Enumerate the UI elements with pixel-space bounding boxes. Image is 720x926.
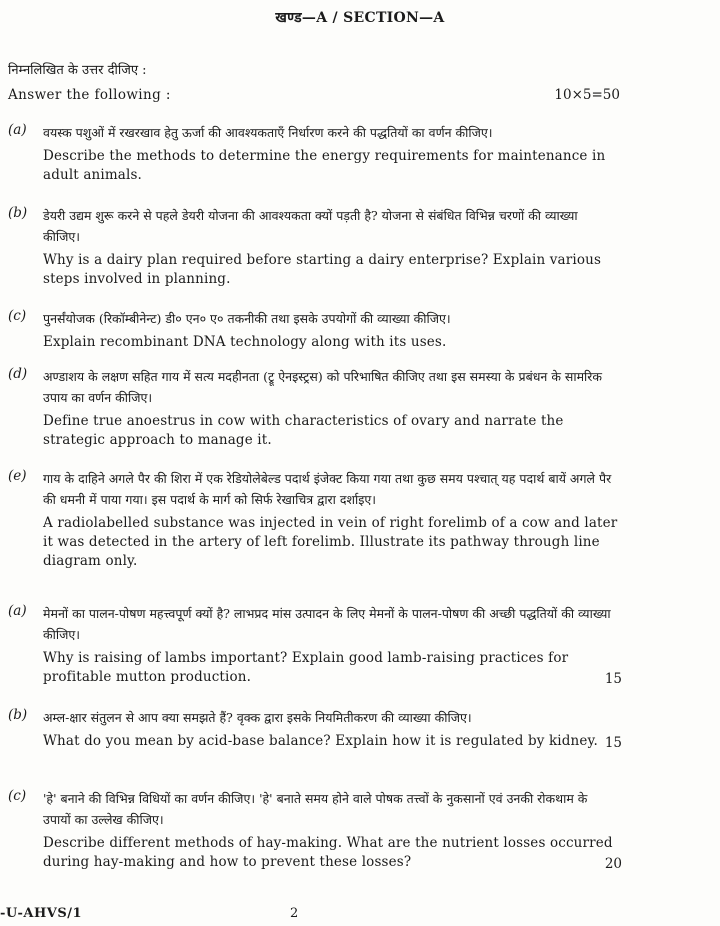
section-title: खण्ड—A / SECTION—A: [275, 10, 445, 26]
question-d: [8, 366, 618, 450]
question-text-english: Describe different methods of hay-making. What are the nutrient losses occurred during hay-making and how to prevent these losses?: [43, 835, 613, 870]
total-marks: 10×5=50: [554, 87, 620, 103]
question-text-english: Describe the methods to determine the energy requirements for maintenance in adult animals.: [43, 148, 606, 183]
question-text-english: Why is raising of lambs important? Explain good lamb-raising practices for profitable mutton production.: [43, 650, 569, 685]
question-b: [8, 205, 618, 289]
question-2c: [8, 788, 622, 872]
question-label: (c): [8, 308, 27, 324]
question-label: (e): [8, 468, 27, 484]
question-text-english: What do you mean by acid-base balance? Explain how it is regulated by kidney.: [43, 733, 598, 749]
question-label: (b): [8, 205, 28, 221]
question-text-english: A radiolabelled substance was injected in vein of right forelimb of a cow and later it was detected in the artery of left forelimb. Illustrate its pathway through line diagram only.: [43, 515, 618, 569]
question-text-hindi: पुनर्संयोजक (रिकॉम्बीनेन्ट) डी० एन० ए० तकनीकी तथा इसके उपयोगों की व्याख्या कीजिए।: [43, 311, 451, 326]
question-text-hindi: अण्डाशय के लक्षण सहित गाय में सत्य मदहीनता (ट्रू ऐनइस्ट्रस) को परिभाषित कीजिए तथा इस समस्या के प्रबंधन के सामरिक उपाय का वर्णन कीजिए।: [43, 369, 603, 405]
question-text-english: Explain recombinant DNA technology along with its uses.: [43, 334, 447, 350]
question-2b: [8, 707, 622, 751]
question-a: [8, 122, 618, 185]
question-text-hindi: 'हे' बनाने की विभिन्न विधियों का वर्णन कीजिए। 'हे' बनाते समय होने वाले पोषक तत्त्वों के नुकसानों एवं उनकी रोकथाम के उपायों का उल्लेख कीजिए।: [43, 791, 588, 827]
question-text-hindi: डेयरी उद्यम शुरू करने से पहले डेयरी योजना की आवश्यकता क्यों पड़ती है? योजना से संबंधित विभिन्न चरणों की व्याख्या कीजिए।: [43, 208, 578, 244]
question-text-hindi: अम्ल-क्षार संतुलन से आप क्या समझते हैं? वृक्क द्वारा इसके नियमितीकरण की व्याख्या कीजिए।: [43, 710, 472, 725]
question-label: (a): [8, 603, 27, 619]
question-text-hindi: मेमनों का पालन-पोषण महत्त्वपूर्ण क्यों है? लाभप्रद मांस उत्पादन के लिए मेमनों के पालन-पोषण की अच्छी पद्धतियों की व्याख्या कीजिए।: [43, 606, 611, 642]
question-text-english: Define true anoestrus in cow with characteristics of ovary and narrate the strategic approach to manage it.: [43, 413, 564, 448]
question-c: [8, 308, 618, 352]
question-text-hindi: वयस्क पशुओं में रखरखाव हेतु ऊर्जा की आवश्यकताएँ निर्धारण करने की पद्धतियों का वर्णन कीजिए।: [43, 125, 493, 140]
question-e: [8, 468, 618, 571]
question-label: (b): [8, 707, 28, 723]
instruction-english: Answer the following :: [8, 87, 171, 103]
question-label: (a): [8, 122, 27, 138]
question-text-hindi: गाय के दाहिने अगले पैर की शिरा में एक रेडियोलेबेल्ड पदार्थ इंजेक्ट किया गया तथा कुछ समय पश्चात् यह पदार्थ बायें अगले पैर की धमनी में पाया गया। इस पदार्थ के मार्ग को सिर्फ रेखाचित्र द्वारा दर्शाइए।: [43, 471, 612, 507]
question-marks: 20: [604, 856, 622, 872]
instruction-hindi: निम्नलिखित के उत्तर दीजिए :: [8, 63, 147, 78]
question-2a: [8, 603, 622, 687]
question-marks: 15: [604, 735, 622, 751]
question-text-english: Why is a dairy plan required before starting a dairy enterprise? Explain various steps involved in planning.: [43, 252, 602, 287]
question-label: (c): [8, 788, 27, 804]
question-marks: 15: [604, 671, 622, 687]
page-number: 2: [290, 906, 299, 921]
question-label: (d): [8, 366, 28, 382]
paper-code: -U-AHVS/1: [0, 906, 83, 921]
